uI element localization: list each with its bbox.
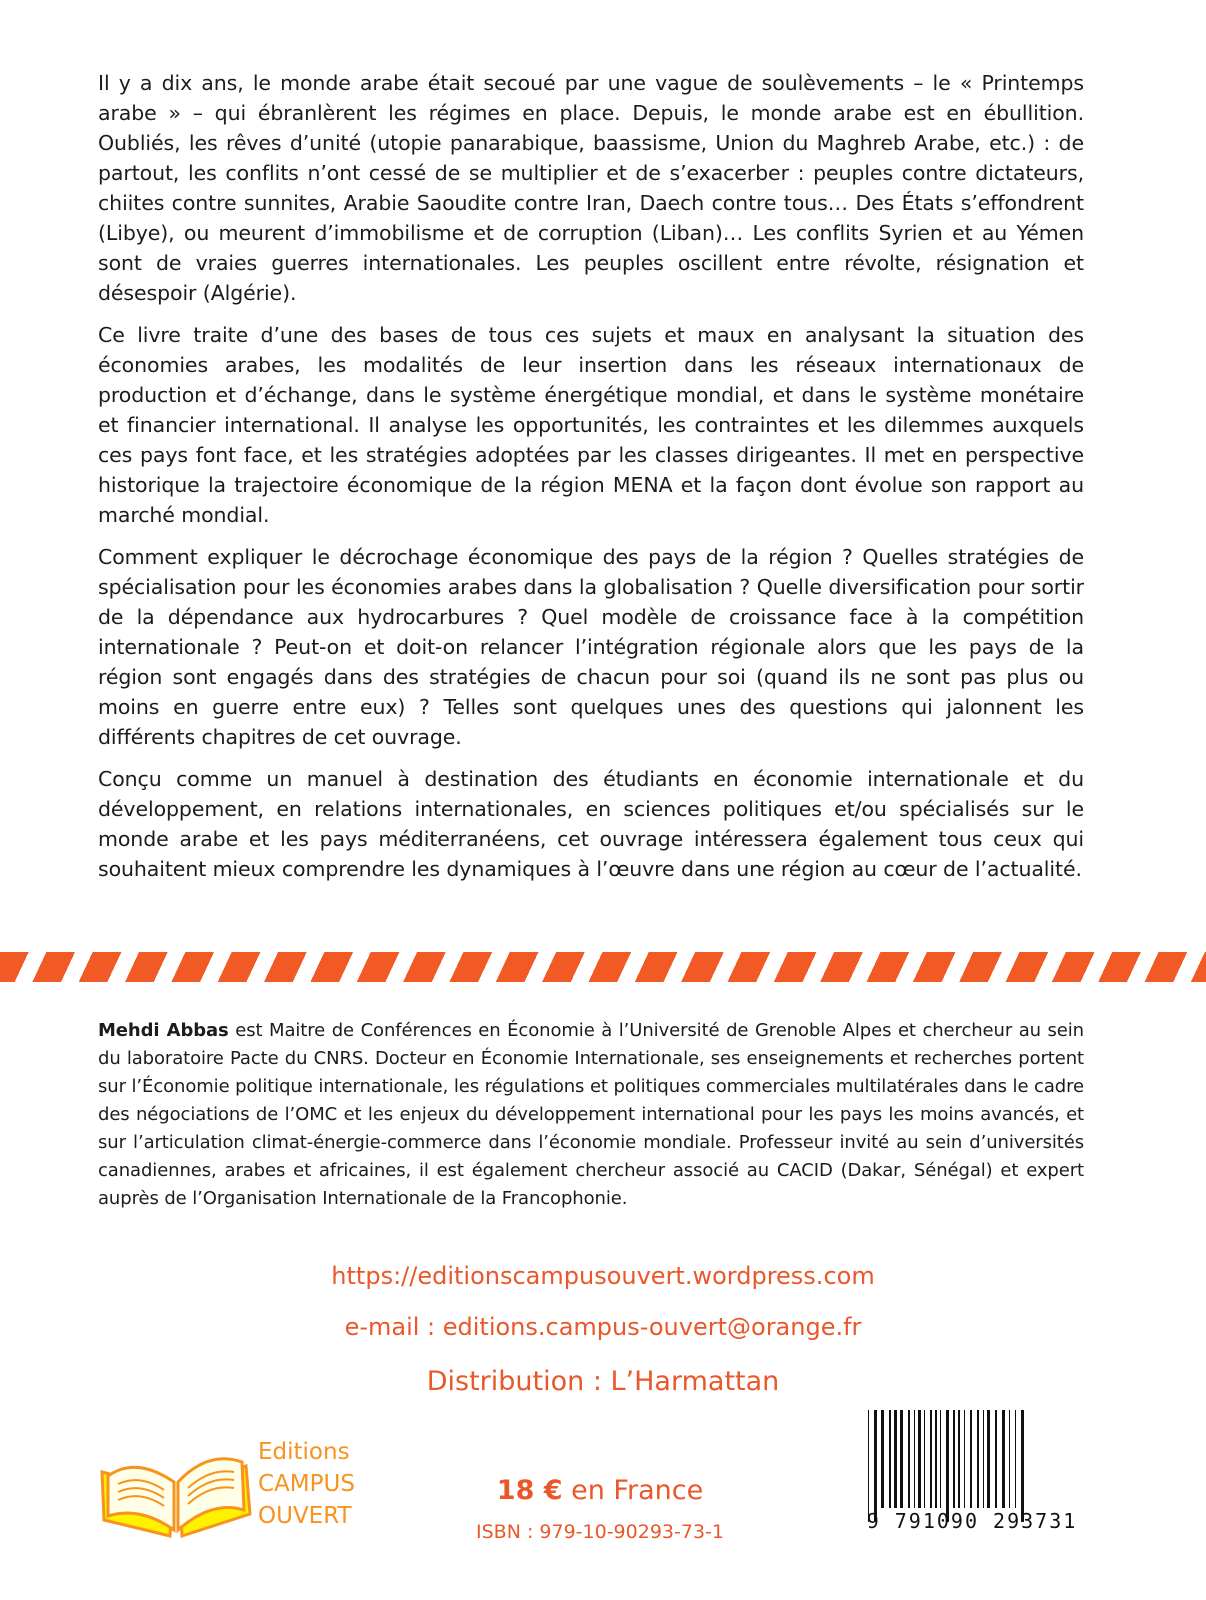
barcode-bar (995, 1410, 997, 1508)
barcode-bar (881, 1410, 884, 1508)
author-bio (98, 1017, 1084, 1213)
barcode-bar (868, 1410, 869, 1522)
barcode-bar (958, 1410, 960, 1508)
distribution-text: Distribution : L’Harmattan (426, 1366, 780, 1397)
book-summary (98, 68, 1084, 896)
email-line (0, 1313, 1206, 1341)
barcode-bar (983, 1410, 984, 1508)
barcode-bar (987, 1410, 990, 1508)
summary-paragraph-2: Ce livre traite d’une des bases de tous ces sujets et maux en analysant la situation des économies arabes, les modalités de leur insertion dans les réseaux internationaux de production et d’échange, dans le système énergétique mondial, et dans le système monétaire et financier international. Il analyse les opportunités, les contraintes et les dilemmes auxquels ces pays font face, et les stratégies adoptées par les classes dirigeantes. Il met en perspective historique la trajectoire économique de la région MENA et la façon dont évolue son rapport au marché mondial. (98, 323, 1084, 527)
barcode-bar (940, 1410, 941, 1508)
barcode-bar (977, 1410, 979, 1508)
barcode-bar (953, 1410, 955, 1508)
author-name: Mehdi Abbas (98, 1020, 229, 1041)
isbn: ISBN : 979-10-90293-73-1 (476, 1521, 724, 1543)
website-line (0, 1262, 1206, 1290)
price-amount: 18 € (496, 1475, 563, 1506)
summary-paragraph-1: Il y a dix ans, le monde arabe était secoué par une vague de soulèvements – le « Printemps arabe » – qui ébranlèrent les régimes en place. Depuis, le monde arabe est en ébullition. Oubliés, les rêves d’unité (utopie panarabique, baassisme, Union du Maghreb Arabe, etc.) : de partout, les conflits n’ont cessé de se multiplier et de s’exacerber : peuples contre dictateurs, chiites contre sunnites, Arabie Saoudite contre Iran, Daech contre tous… Des États s’effondrent (Libye), ou meurent d’immobilisme et de corruption (Liban)… Les conflits Syrien et au Yémen sont de vraies guerres internationales. Les peuples oscillent entre révolte, résignation et désespoir (Algérie). (98, 71, 1084, 305)
barcode-bar (914, 1410, 915, 1508)
open-book-logo-icon (96, 1440, 256, 1540)
email-link[interactable]: e-mail : editions.campus-ouvert@orange.fr (344, 1313, 862, 1341)
website-link[interactable]: https://editionscampusouvert.wordpress.com (331, 1262, 875, 1290)
barcode-bar (894, 1410, 897, 1508)
barcode-bar (918, 1410, 921, 1508)
barcode-bar (1009, 1410, 1010, 1508)
distribution-line (0, 1366, 1206, 1397)
barcode-bar (935, 1410, 937, 1508)
barcode-bar (1021, 1410, 1024, 1522)
barcode-bar (930, 1410, 932, 1508)
barcode-bar (924, 1410, 925, 1508)
barcode-bar (889, 1410, 891, 1508)
summary-paragraph-3: Comment expliquer le décrochage économique des pays de la région ? Quelles stratégies de spécialisation pour les économies arabes dans la globalisation ? Quelle diversification pour sortir de la dépendance aux hydrocarbures ? Quel modèle de croissance face à la compétition internationale ? Peut-on et doit-on relancer l’intégration régionale alors que les pays de la région sont engagés dans des stratégies de chacun pour soi (quand ils ne sont pas plus ou moins en guerre entre eux) ? Telles sont quelques unes des questions qui jalonnent les différents chapitres de cet ouvrage. (98, 545, 1084, 749)
barcode-bar (946, 1410, 949, 1522)
barcode-bar (964, 1410, 965, 1508)
barcode-bar (970, 1410, 972, 1508)
barcode-bar (900, 1410, 903, 1508)
decorative-stripe-divider (0, 952, 1206, 982)
author-bio-text: est Maitre de Conférences en Économie à l’Université de Grenoble Alpes et chercheur au sein du laboratoire Pacte du CNRS. Docteur en Économie Internationale, ses enseignements et recherches portent sur l’Économie politique internationale, les régulations et politiques commerciales multilatérales dans le cadre des négociations de l’OMC et les enjeux du développement international pour les pays les moins avancés, et sur l’articulation climat-énergie-commerce dans l’économie mondiale. Professeur invité au sein d’universités canadiennes, arabes et africaines, il est également chercheur associé au CACID (Dakar, Sénégal) et expert auprès de l’Organisation Internationale de la Francophonie. (98, 1020, 1084, 1209)
publisher-name: Editions CAMPUS OUVERT (258, 1439, 355, 1529)
barcode-bar (908, 1410, 910, 1508)
summary-paragraph-4: Conçu comme un manuel à destination des étudiants en économie internationale et du développement, en relations internationales, en sciences politiques et/ou spécialisés sur le monde arabe et les pays méditerranéens, cet ouvrage intéressera également tous ceux qui souhaitent mieux comprendre les dynamiques à l’œuvre dans une région au cœur de l’actualité. (98, 767, 1084, 881)
price (470, 1475, 730, 1506)
barcode-digits: 9 791090 293731 (866, 1509, 1078, 1533)
price-region: en France (562, 1475, 704, 1506)
barcode-bar (1002, 1410, 1005, 1508)
barcode-bar (1015, 1410, 1016, 1508)
barcode-bar (874, 1410, 877, 1522)
